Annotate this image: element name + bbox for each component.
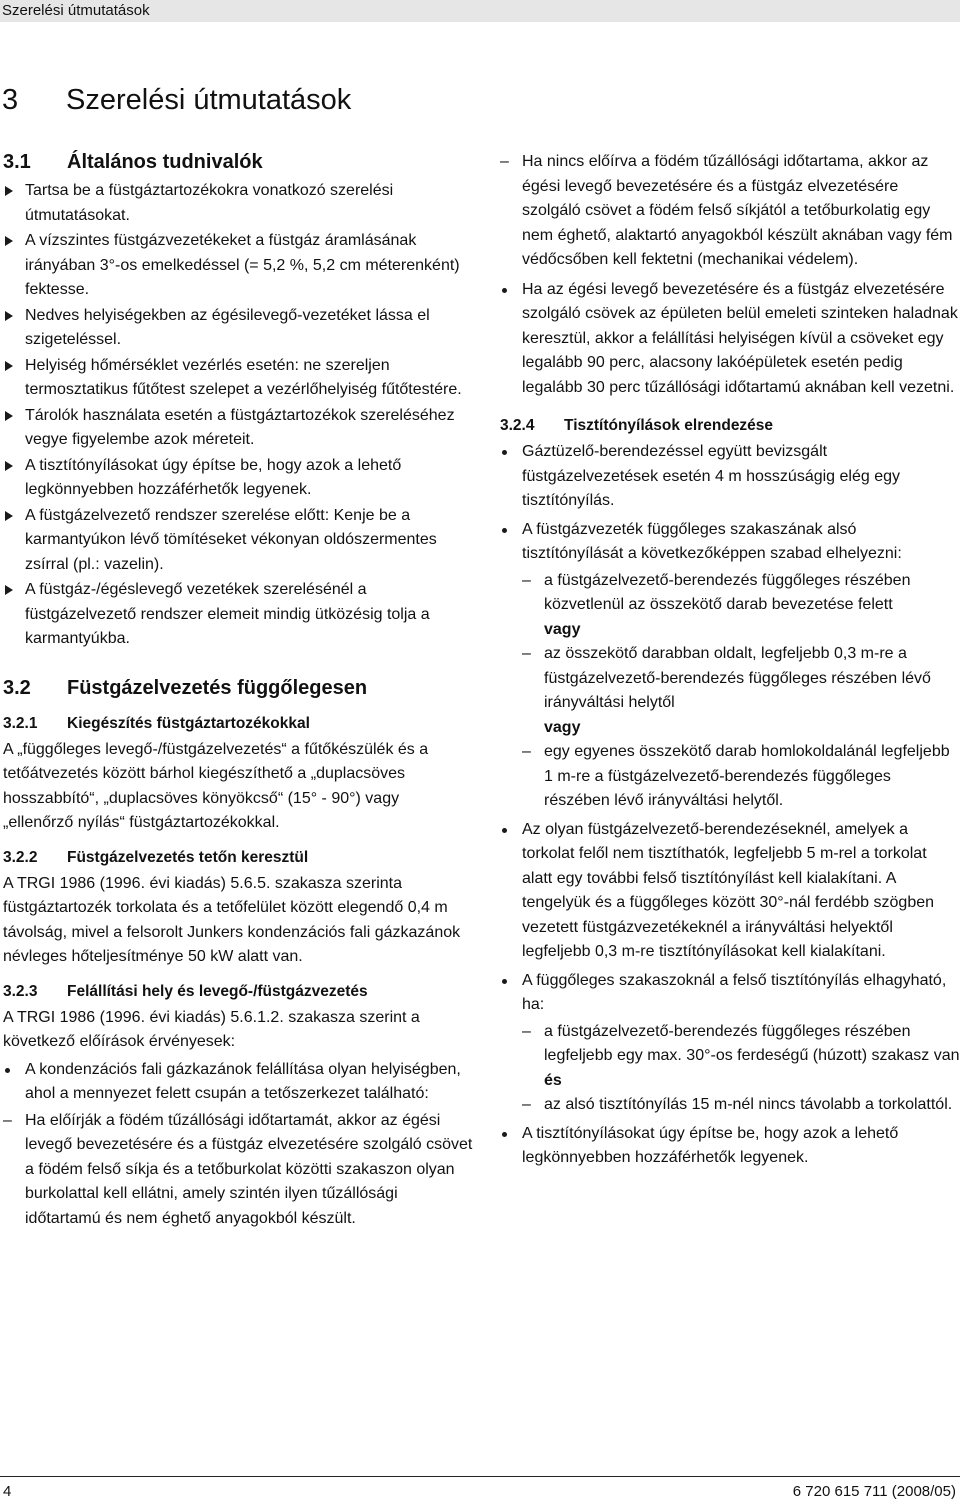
chapter-title <box>2 80 351 120</box>
dash-bullet-icon: – <box>522 571 531 589</box>
right-column <box>500 150 960 1175</box>
dash-item-text: a füstgázelvezető-berendezés függőleges részében közvetlenül az összekötő darab bevezetése felett <box>544 571 911 613</box>
dash-item <box>522 569 960 618</box>
subsection-title: Felállítási hely és levegő-/füstgázvezetés <box>67 982 368 1000</box>
list-item-text: Az olyan füstgázelvezető-berendezéseknél, amelyek a torkolat felől nem tisztíthatók, legfeljebb 5 m-rel a torkolat alatt egy további felső tisztítónyílást kell kialakítani. A tengelyük és a függőleges között 30°-nál ferdébb szögben vezetett füstgázvezetékeknél a irányváltási helyektől legfeljebb 0,3 m-re tisztítónyílásokat kell kialakítani. <box>522 820 935 960</box>
list-item-text: Gáztüzelő-berendezéssel együtt bevizsgált füstgázelvezetések esetén 4 m hosszúságig elég egy tisztítónyílás. <box>522 443 901 509</box>
bullet-icon <box>502 828 507 833</box>
list-item-text: A tisztítónyílásokat úgy építse be, hogy azok a lehető legkönnyebben hozzáférhetők legyenek. <box>25 456 402 498</box>
section-title: Általános tudnivalók <box>67 151 263 173</box>
triangle-bullet-icon <box>5 411 13 421</box>
bullet-icon <box>5 1068 10 1073</box>
conjunction-vagy: vagy <box>544 620 581 638</box>
dash-bullet-icon: – <box>3 1111 12 1129</box>
paragraph: A „függőleges levegő-/füstgázelvezetés“ a fűtőkészülék és a tetőátvezetés között bárhol kiegészíthető a „duplacsöves hosszabbító“, „duplacsöves könyökcső“ (15° - 90°) vagy „ellenőrző nyílás“ füstgáztartozékokkal. <box>3 740 429 831</box>
section-3-1-heading <box>3 148 473 176</box>
triangle-bullet-icon <box>5 585 13 595</box>
chapter-number: 3 <box>2 84 19 116</box>
dash-item <box>522 1020 960 1069</box>
list-item <box>3 229 473 303</box>
subsection-3-2-3-heading <box>3 980 473 1004</box>
triangle-bullet-icon <box>5 361 13 371</box>
dash-bullet-icon: – <box>522 743 531 760</box>
section-title: Füstgázelvezetés függőlegesen <box>67 676 368 699</box>
dash-item-text: a füstgázelvezető-berendezés függőleges részében legfeljebb egy max. 30°-os ferdeségű (húzott) szakasz van <box>544 1022 960 1064</box>
list-item <box>500 969 960 1118</box>
list-item-text: A füstgázelvezető rendszer szerelése előtt: Kenje be a karmantyúkon lévő tömítéseket vékonyan oldószermentes zsírral (pl.: vazelin). <box>25 506 437 573</box>
subsection-3-2-4-heading <box>500 414 960 438</box>
list-item <box>3 179 473 228</box>
dash-bullet-icon: – <box>522 1022 531 1040</box>
running-header <box>0 0 960 22</box>
paragraph: A TRGI 1986 (1996. évi kiadás) 5.6.1.2. szakasza szerint a következő előírások érvényesek: <box>3 1008 420 1050</box>
dash-item-text: az összekötő darabban oldalt, legfeljebb 0,3 m-re a füstgázelvezető-berendezés függőleges részében lévő irányváltási helytől <box>544 645 931 711</box>
subsection-number: 3.2.4 <box>500 417 535 434</box>
section-number: 3.1 <box>3 151 31 173</box>
subsection-3-2-1-heading <box>3 712 473 736</box>
list-item-text: A füstgázvezeték függőleges szakaszának alsó tisztítónyílását a következőképpen szabad elhelyezni: <box>522 520 902 562</box>
subsection-title: Füstgázelvezetés tetőn keresztül <box>67 848 309 866</box>
triangle-bullet-icon <box>5 236 13 246</box>
list-item <box>500 1122 960 1171</box>
triangle-bullet-icon <box>5 461 13 471</box>
section-number: 3.2 <box>3 676 31 699</box>
left-column <box>3 148 473 1235</box>
dash-bullet-icon: – <box>500 153 509 170</box>
paragraph: A TRGI 1986 (1996. évi kiadás) 5.6.5. szakasza szerinta füstgáztartozék torkolata és a tetőfelület között elegendő 0,4 m távolság, mivel a felsorolt Junkers kondenzációs fali gázkazánok névleges hőteljesítménye 50 kW alatt van. <box>3 874 461 965</box>
instruction-list <box>3 179 473 652</box>
list-item-text: A füstgáz-/égéslevegő vezetékek szerelésénél a füstgázelvezető rendszer elemeit mindig ütközésig tolja a karmantyúkba. <box>25 581 430 647</box>
dash-item <box>500 150 960 273</box>
dash-list <box>522 569 960 814</box>
requirement-list <box>500 278 960 401</box>
list-item <box>3 304 473 353</box>
dash-item-text: az alsó tisztítónyílás 15 m-nél nincs távolabb a torkolattól. <box>544 1096 953 1113</box>
list-item <box>3 578 473 652</box>
dash-item <box>522 740 960 814</box>
subsection-3-2-2-heading <box>3 846 473 870</box>
dash-list <box>522 1020 960 1118</box>
list-item <box>3 504 473 578</box>
bullet-icon <box>502 1132 507 1137</box>
bullet-icon <box>502 979 507 984</box>
dash-bullet-icon: – <box>522 645 531 662</box>
list-item-text: Tartsa be a füstgáztartozékokra vonatkozó szerelési útmutatásokat. <box>25 182 394 224</box>
list-item <box>500 818 960 965</box>
subsection-number: 3.2.3 <box>3 982 38 1000</box>
list-item-text: A tisztítónyílásokat úgy építse be, hogy azok a lehető legkönnyebben hozzáférhetők legyenek. <box>522 1124 899 1166</box>
dash-item <box>522 642 960 716</box>
dash-item <box>3 1109 473 1232</box>
conjunction-es: és <box>544 1071 562 1089</box>
dash-list <box>3 1109 473 1232</box>
chapter-title-text: Szerelési útmutatások <box>66 84 352 116</box>
triangle-bullet-icon <box>5 511 13 521</box>
dash-item <box>522 1093 960 1118</box>
triangle-bullet-icon <box>5 186 13 196</box>
list-item <box>500 440 960 514</box>
conjunction-vagy: vagy <box>544 718 581 736</box>
list-item <box>3 1058 473 1232</box>
list-item <box>3 354 473 403</box>
list-item-text: Ha az égési levegő bevezetésére és a füstgáz elvezetésére szolgáló csövek az épületen belül emeleti szinteken haladnak keresztül, akkor a felállítási helyiségen kívül a csöveket egy legalább 90 perc, alacsony lakóépületek esetén pedig legalább 30 perc tűzállósági időtartamú aknában kell vezetni. <box>522 280 958 396</box>
dash-list <box>500 150 960 273</box>
subsection-number: 3.2.2 <box>3 848 38 866</box>
bullet-icon <box>502 288 507 293</box>
dash-item-text: Ha nincs előírva a födém tűzállósági időtartama, akkor az égési levegő bevezetésére és a füstgáz elvezetésére szolgáló csövet a födém felső síkjától a tetőburkolatig egy nem éghető, alaktartó anyagokból készült aknában vagy fém védőcsőben kell fektetni (mechanikai védelem). <box>522 153 953 268</box>
list-item-text: Nedves helyiségekben az égésilevegő-vezetéket lássa el szigeteléssel. <box>25 306 430 348</box>
list-item <box>500 518 960 814</box>
document-reference: 6 720 615 711 (2008/05) <box>792 1483 956 1500</box>
dash-item-text: egy egyenes összekötő darab homlokoldalánál legfeljebb 1 m-re a füstgázelvezető-berendezés függőleges részében lévő irányváltási helytől. <box>544 743 950 809</box>
list-item <box>3 454 473 503</box>
bullet-icon <box>502 450 507 455</box>
dash-item-text: Ha előírják a födém tűzállósági időtartamát, akkor az égési levegő bevezetésére és a füstgáz elvezetésére szolgáló csövet a födém felső síkja és a tetőburkolat közötti szakaszon olyan burkolattal kell ellátni, amely szintén ilyen tűzállósági időtartamú és nem éghető anyagokból készült. <box>25 1111 473 1227</box>
list-item-text: Helyiség hőmérséklet vezérlés esetén: ne szereljen termosztatikus fűtőtest szelepet a vezérlőhelyiség fűtőtestére. <box>25 356 462 398</box>
list-item-text: A vízszintes füstgázvezetékeket a füstgáz áramlásának irányában 3°-os emelkedéssel (= 5,2 %, 5,2 cm méterenként) fektesse. <box>25 232 460 298</box>
section-3-2-heading <box>3 674 473 702</box>
subsection-title: Tisztítónyílások elrendezése <box>564 417 774 434</box>
running-header-title: Szerelési útmutatások <box>2 2 150 19</box>
page-footer <box>0 1476 960 1503</box>
list-item <box>3 404 473 453</box>
list-item-text: Tárolók használata esetén a füstgáztartozékok szereléséhez vegye figyelembe azok méreteit. <box>25 406 455 448</box>
list-item-text: A függőleges szakaszoknál a felső tisztítónyílás elhagyható, ha: <box>522 971 947 1013</box>
subsection-title: Kiegészítés füstgáztartozékokkal <box>67 714 310 732</box>
triangle-bullet-icon <box>5 311 13 321</box>
subsection-number: 3.2.1 <box>3 714 38 732</box>
list-item-text: A kondenzációs fali gázkazánok felállítása olyan helyiségben, ahol a mennyezet felett csupán a tetőszerkezet található: <box>25 1060 461 1102</box>
cleaning-opening-list <box>500 440 960 1171</box>
dash-bullet-icon: – <box>522 1096 531 1113</box>
bullet-icon <box>502 528 507 533</box>
requirement-list <box>3 1058 473 1232</box>
list-item <box>500 278 960 401</box>
page-number: 4 <box>3 1483 12 1500</box>
